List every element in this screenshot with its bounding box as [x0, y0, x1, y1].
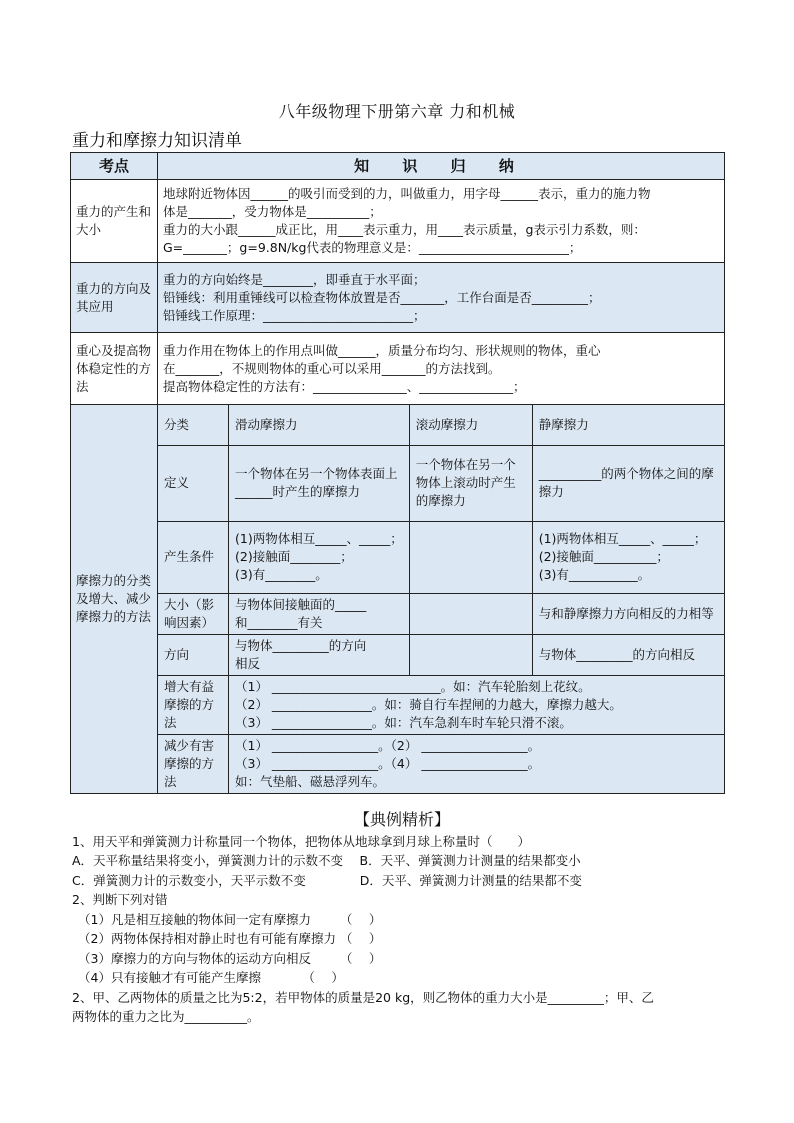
examples-title: 【典例精析】 [353, 810, 450, 829]
method-line: （3） ________________。如：汽车急刹车时车轮只滑不滚。 [235, 714, 572, 730]
increase-friction-label: 增大有益摩擦的方法 [158, 675, 229, 734]
friction-conditions-static [532, 521, 724, 593]
topic-friction: 摩擦力的分类及增大、减少摩擦力的方法 [71, 405, 158, 794]
summary-line: 重力作用在物体上的作用点叫做______，质量分布均匀、形状规则的物体，重心 [163, 342, 601, 358]
method-line: （3） _________________。（4） _________________。 [235, 755, 541, 771]
method-line: 如：气垫船、磁悬浮列车。 [235, 773, 386, 789]
friction-size-static: 与和静摩擦力方向相反的力相等 [532, 593, 724, 634]
size-line: 和________有关 [235, 614, 323, 630]
summary-line: 地球附近物体因______的吸引而受到的力，叫做重力，用字母______表示，重力的施力物 [163, 186, 651, 201]
friction-definition-static: __________的两个物体之间的摩擦力 [532, 445, 724, 521]
friction-head-static: 静摩擦力 [532, 405, 724, 445]
reduce-friction-label: 减少有害摩擦的方法 [158, 734, 229, 793]
friction-conditions-label: 产生条件 [158, 521, 229, 593]
method-line: （1） _________________。（2） _________________。 [235, 737, 541, 753]
friction-direction-label: 方向 [158, 634, 229, 675]
summary-center-of-gravity [158, 333, 725, 405]
summary-line: 体是_______，受力物体是__________； [163, 204, 382, 219]
friction-size-label: 大小（影响因素） [158, 593, 229, 634]
example-option: A．天平称量结果将变小，弹簧测力计的示数不变 B．天平、弹簧测力计测量的结果都变小 [72, 853, 581, 868]
direction-line: 相反 [235, 655, 261, 671]
condition-line: (3)有___________。 [538, 567, 651, 582]
friction-definition-rolling: 一个物体在另一个物体上滚动时产生的摩擦力 [409, 445, 532, 521]
example-question: 2、判断下列对错 [72, 892, 168, 907]
friction-conditions-sliding [229, 521, 410, 593]
size-line: 与物体间接触面的_____ [235, 596, 367, 612]
reduce-friction-methods [229, 734, 725, 793]
friction-direction-static: 与物体_________的方向相反 [532, 634, 724, 675]
condition-line: (1)两物体相互_____、_____； [235, 531, 403, 546]
friction-detail [158, 405, 725, 794]
summary-line: 铅锤线：利用重锤线可以检查物体放置是否_______，工作台面是否_________； [163, 289, 601, 305]
example-question: 2、甲、乙两物体的质量之比为5:2，若甲物体的质量是20 kg，则乙物体的重力大小是_________；甲、乙 [72, 989, 654, 1005]
friction-direction-sliding [229, 634, 410, 675]
condition-line: (3)有________。 [235, 567, 328, 582]
direction-line: 与物体_________的方向 [235, 637, 367, 653]
condition-line: (1)两物体相互_____、_____； [538, 531, 707, 546]
method-line: （2） ________________。如：骑自行车捏闸的力越大，摩擦力越大。 [235, 696, 622, 712]
example-statement: （1）凡是相互接触的物体间一定有摩擦力 （ ） [78, 911, 382, 927]
friction-head-sliding: 滑动摩擦力 [229, 405, 410, 445]
example-question: 1、用天平和弹簧测力计称量同一个物体，把物体从地球拿到月球上称量时（ ） [72, 833, 530, 849]
header-topic: 考点 [71, 153, 158, 180]
example-option: C．弹簧测力计的示数变小，天平示数不变 D．天平、弹簧测力计测量的结果都不变 [72, 872, 582, 888]
examples-section [72, 810, 732, 1027]
condition-line: (2)接触面________； [235, 549, 353, 564]
method-line: （1） ___________________________。如：汽车轮胎刻上花纹。 [235, 678, 591, 694]
example-statement: （2）两物体保持相对静止时也有可能有摩擦力 （ ） [78, 931, 382, 946]
increase-friction-methods [229, 675, 725, 734]
friction-table [158, 405, 724, 793]
friction-definition-sliding: 一个物体在另一个物体表面上______时产生的摩擦力 [229, 445, 410, 521]
summary-line: 在_______，不规则物体的重心可以采用_______的方法找到。 [163, 360, 501, 376]
section-subtitle: 重力和摩擦力知识清单 [72, 131, 242, 151]
summary-line: 铅锤线工作原理：________________________； [163, 307, 426, 323]
friction-conditions-rolling [409, 521, 532, 593]
friction-size-sliding [229, 593, 410, 634]
condition-line: (2)接触面__________； [538, 549, 669, 564]
friction-size-rolling [409, 593, 532, 634]
summary-line: 提高物体稳定性的方法有：_______________、_______________； [163, 378, 526, 394]
friction-definition-label: 定义 [158, 445, 229, 521]
summary-line: 重力的方向始终是________，即垂直于水平面； [163, 271, 426, 287]
page-title: 八年级物理下册第六章 力和机械 [278, 102, 516, 121]
friction-direction-rolling [409, 634, 532, 675]
friction-head-rolling: 滚动摩擦力 [409, 405, 532, 445]
summary-line: G=_______；g=9.8N/kg代表的物理意义是：________________________； [163, 240, 582, 255]
knowledge-table [70, 152, 725, 794]
example-statement: （3）摩擦力的方向与物体的运动方向相反 （ ） [78, 950, 382, 966]
example-statement: （4）只有接触才有可能产生摩擦 （ ） [78, 970, 344, 985]
example-question: 两物体的重力之比为__________。 [72, 1009, 260, 1024]
topic-gravity-direction: 重力的方向及其应用 [71, 263, 158, 333]
summary-gravity-direction [158, 263, 725, 333]
topic-gravity-origin: 重力的产生和大小 [71, 180, 158, 263]
topic-center-of-gravity: 重心及提高物体稳定性的方法 [71, 333, 158, 405]
summary-gravity-origin [158, 180, 725, 263]
friction-head-category: 分类 [158, 405, 229, 445]
header-summary: 知 识 归 纳 [158, 153, 725, 180]
summary-line: 重力的大小跟______成正比，用____表示重力，用____表示质量，g表示引力系数，则： [163, 222, 646, 237]
